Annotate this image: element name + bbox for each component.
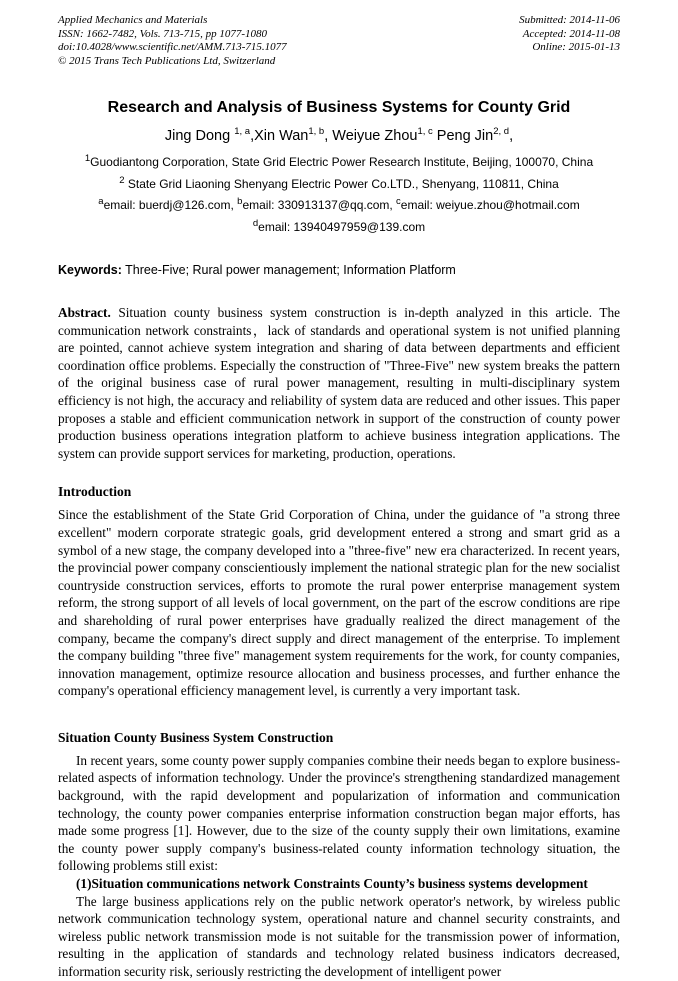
journal-issn: ISSN: 1662-7482, Vols. 713-715, pp 1077-1080 xyxy=(58,27,267,40)
paper-title: Research and Analysis of Business Systems for County Grid xyxy=(107,99,571,116)
email-b: $^b$email: 330913137@qq.com, xyxy=(237,196,397,212)
submitted-date: Submitted: 2014-11-06 xyxy=(519,14,620,26)
author-4-sup: 2, d xyxy=(493,126,510,138)
author-3-sup: 1, c xyxy=(417,126,433,138)
journal-masthead xyxy=(58,14,620,68)
situation-paragraph-2: The large business applications rely on the public network operator's network, by wireless public network communication technology system, operational nature and channel security constraints, and wireless public network transmission mode is not suitable for the transmission power of information, resulting in the application of standards and technology related business indicators decreased, information security risk, seriously restricting the development of intelligent power xyxy=(58,893,620,979)
author-3: , Weiyue Zhou$^{1, c}$ xyxy=(324,126,433,144)
introduction-paragraph: Since the establishment of the State Grid Corporation of China, under the guidance of "a strong three excellent" modern corporate strategic goals, grid development entered a strong and smart grid as a symbol of a new stage, the company developed into a "three-five" new era characterized. In recent years, the provincial power company conscientiously implement the national strategic plan for the new socialist countryside construction services, efforts to promote the rural power enterprise management system reform, the strong support of all levels of local government, on the part of the escrow conditions are ripe and shareholding of rural power enterprises have gradually realized the direct management of the company, became the company's direct supply and direct management of the enterprise. To implement the company building "three five" management system requirements for the work, for county companies, innovation management, optimize resource allocation and business processes, and further enhance the company's operational efficiency management level, is currently a very important task. xyxy=(58,507,620,699)
email-line-2 xyxy=(58,217,620,239)
author-line-trailing-comma: , xyxy=(509,128,514,144)
abstract-label: Abstract. xyxy=(58,305,111,320)
author-line xyxy=(58,127,620,146)
author-4: Peng Jin$^{2, d}$ xyxy=(432,126,510,144)
author-1-sup: 1, a xyxy=(234,126,251,138)
journal-name: Applied Mechanics and Materials xyxy=(58,14,208,26)
situation-heading: Situation County Business System Construction xyxy=(58,729,334,745)
abstract-paragraph xyxy=(58,304,620,462)
online-date: Online: 2015-01-13 xyxy=(532,41,620,53)
journal-doi: doi:10.4028/www.scientific.net/AMM.713-715.1077 xyxy=(58,41,287,53)
affiliation-2: $^2$ State Grid Liaoning Shenyang Electric Power Co.LTD., Shenyang, 110811, China xyxy=(119,174,559,191)
email-a: $^a$email: buerdj@126.com, xyxy=(98,196,238,212)
situation-subheading-1: (1)Situation communications network Constraints County’s business systems development xyxy=(76,876,588,892)
submission-dates xyxy=(519,14,620,68)
author-2-sup: 1, b xyxy=(308,126,325,138)
email-line-1 xyxy=(58,195,620,217)
journal-copyright: © 2015 Trans Tech Publications Ltd, Switzerland xyxy=(58,54,276,67)
keywords-line xyxy=(58,262,620,278)
accepted-date: Accepted: 2014-11-08 xyxy=(522,27,620,40)
introduction-heading: Introduction xyxy=(58,484,132,500)
email-d: $^d$email: 13940497959@139.com xyxy=(252,217,426,234)
author-2: ,Xin Wan$^{1, b}$ xyxy=(250,126,325,144)
keywords-text: Three-Five; Rural power management; Information Platform xyxy=(121,263,456,277)
affiliation-1: $^1$Guodiantong Corporation, State Grid Electric Power Research Institute, Beijing, 100070, China xyxy=(84,153,594,169)
keywords-label: Keywords: xyxy=(58,263,122,277)
abstract-text: Situation county business system construction is in-depth analyzed in this article. The communication network constraints，lack of standards and operational system is not unified planning are pointed, cannot achieve system integration and sharing of data between departments and efficient coordination office problems. Especially the construction of "Three-Five" new system breaks the pattern of the original business case of rural power management, resulting in multi-disciplinary system efficiency is not high, the accuracy and reliability of system data are reduced and other issues. This paper proposes a stable and efficient communication network in support of the construction of county power production business operations integration platform to achieve business integration applications. The system can provide support services for marketing, production, operations. xyxy=(58,305,620,461)
situation-paragraph-1: In recent years, some county power supply companies combine their needs began to explore business-related aspects of information technology. Under the province's strengthening standardized management background, with the rapid development and popularization of information and communication technology, the county power companies enterprise information construction began major efforts, has made some progress [1]. However, due to the size of the county supply their own limitations, examine the county power supply company's business-related county information technology situation, the following problems still exist: xyxy=(58,752,620,874)
journal-info xyxy=(58,14,287,68)
author-1: Jing Dong $^{1, a}$ xyxy=(164,126,251,144)
email-c: $^c$email: weiyue.zhou@hotmail.com xyxy=(396,196,580,212)
